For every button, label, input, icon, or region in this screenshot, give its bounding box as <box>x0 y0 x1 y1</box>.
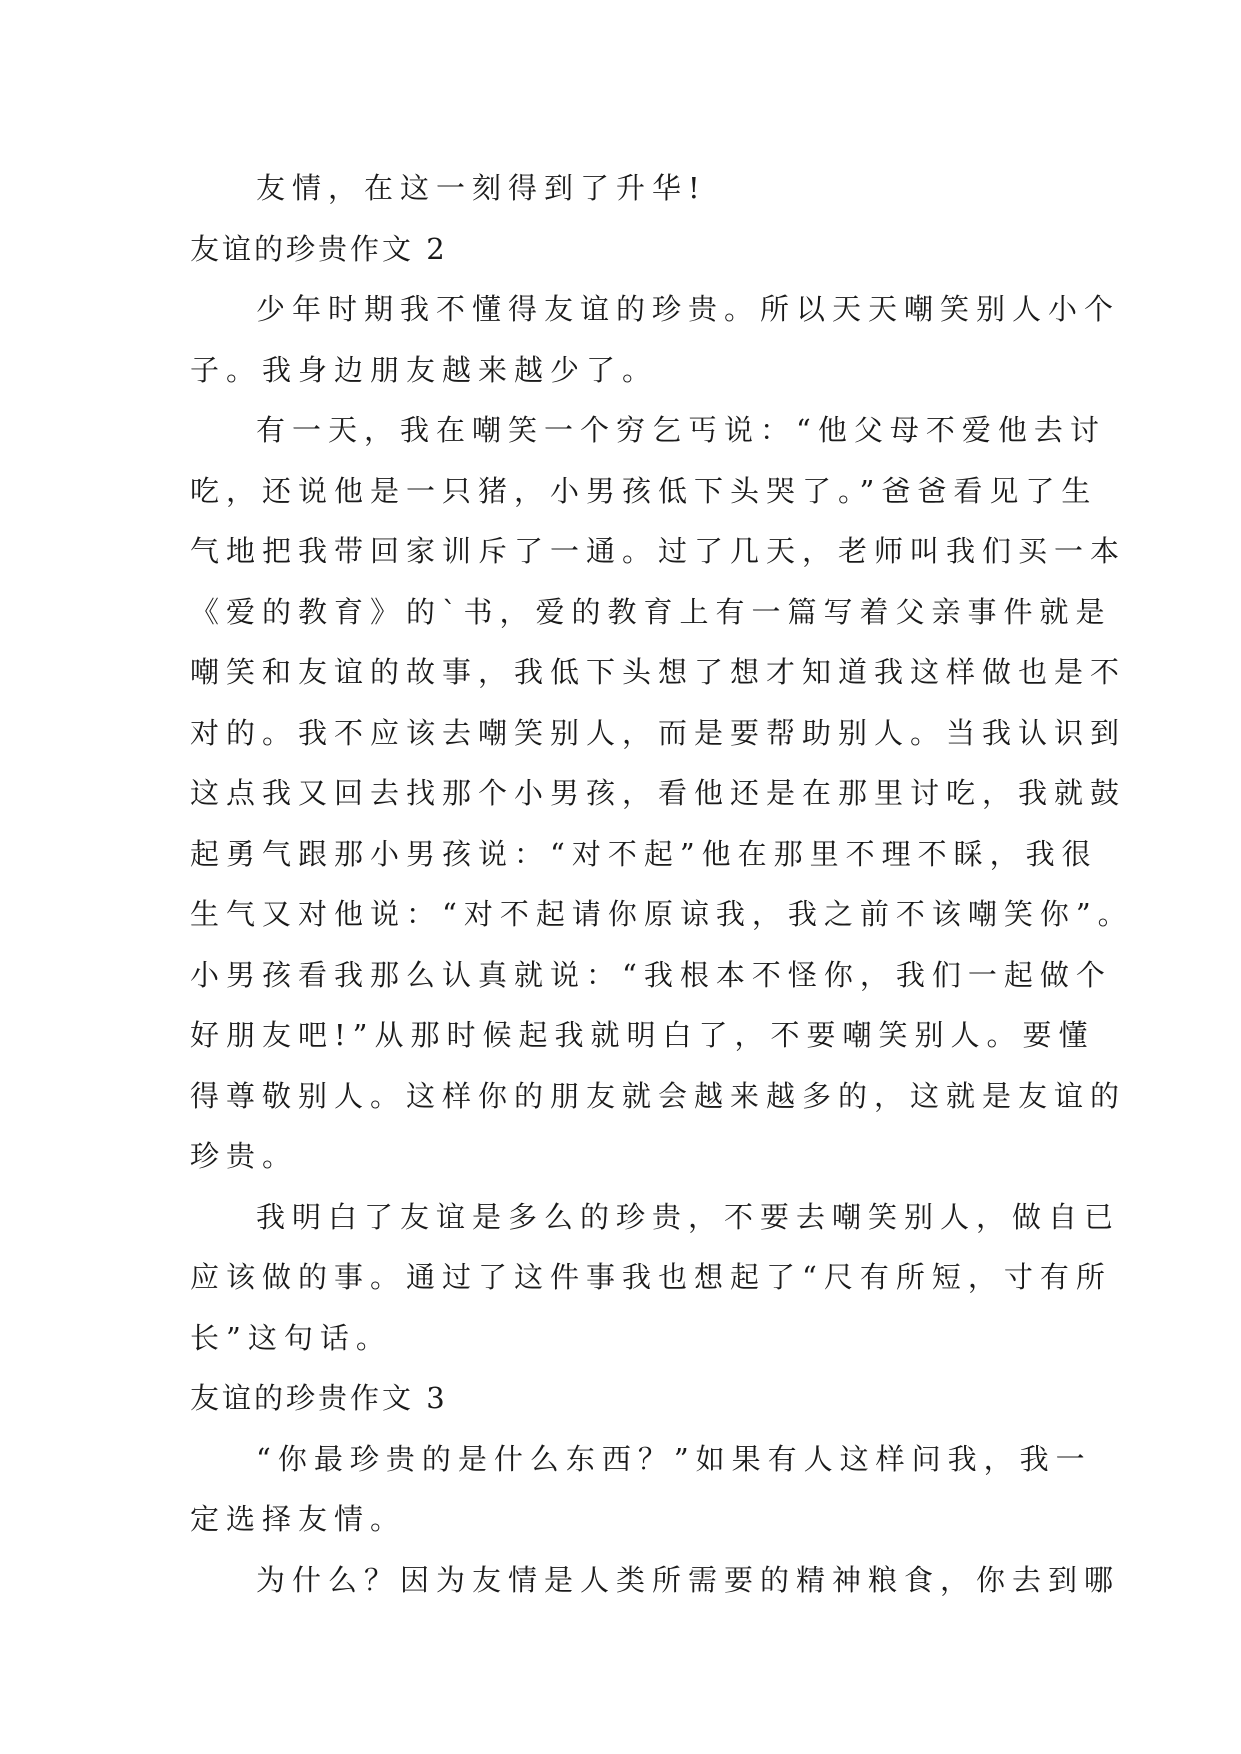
text-line: 我明白了友谊是多么的珍贵，不要去嘲笑别人，做自已 <box>256 1199 1121 1234</box>
text-line: 小男孩看我那么认真就说：“我根本不怪你，我们一起做个 <box>190 957 1112 992</box>
text-line: 气地把我带回家训斥了一通。过了几天，老师叫我们买一本 <box>190 534 1127 568</box>
text-line: 少年时期我不懂得友谊的珍贵。所以天天嘲笑别人小个 <box>256 292 1121 326</box>
document-body <box>190 158 1134 1610</box>
text-line: 得尊敬别人。这样你的朋友就会越来越多的，这就是友谊的 <box>190 1078 1127 1113</box>
text-line: 起勇气跟那小男孩说：“对不起”他在那里不理不睬，我很 <box>190 836 1098 871</box>
text-line: 生气又对他说：“对不起请你原谅我，我之前不该嘲笑你”。 <box>190 897 1134 931</box>
text-line: 嘲笑和友谊的故事，我低下头想了想才知道我这样做也是不 <box>190 655 1127 689</box>
text-line: 有一天，我在嘲笑一个穷乞丐说：“他父母不爱他去讨 <box>256 413 1106 447</box>
text-line: 吃，还说他是一只猪，小男孩低下头哭了。”爸爸看见了生 <box>190 473 1098 508</box>
section-heading: 友谊的珍贵作文 2 <box>190 231 448 266</box>
text-line: 《爱的教育》的`书，爱的教育上有一篇写着父亲事件就是 <box>190 594 1112 629</box>
text-line: 长”这句话。 <box>190 1320 392 1355</box>
text-line: 对的。我不应该去嘲笑别人，而是要帮助别人。当我认识到 <box>190 715 1127 750</box>
text-line: 友情，在这一刻得到了升华! <box>256 171 707 205</box>
text-line: 好朋友吧!”从那时候起我就明白了，不要嘲笑别人。要懂 <box>190 1018 1095 1052</box>
text-line: 这点我又回去找那个小男孩，看他还是在那里讨吃，我就鼓 <box>190 776 1127 810</box>
section-heading: 友谊的珍贵作文 3 <box>190 1381 448 1415</box>
text-line: 为什么？因为友情是人类所需要的精神粮食，你去到哪 <box>256 1562 1121 1597</box>
text-line: 珍贵。 <box>190 1139 299 1173</box>
text-line: “你最珍贵的是什么东西？”如果有人这样问我，我一 <box>256 1441 1092 1476</box>
text-line: 应该做的事。通过了这件事我也想起了“尺有所短，寸有所 <box>190 1260 1112 1294</box>
text-line: 定选择友情。 <box>190 1502 407 1536</box>
text-line: 子。我身边朋友越来越少了。 <box>190 352 659 387</box>
